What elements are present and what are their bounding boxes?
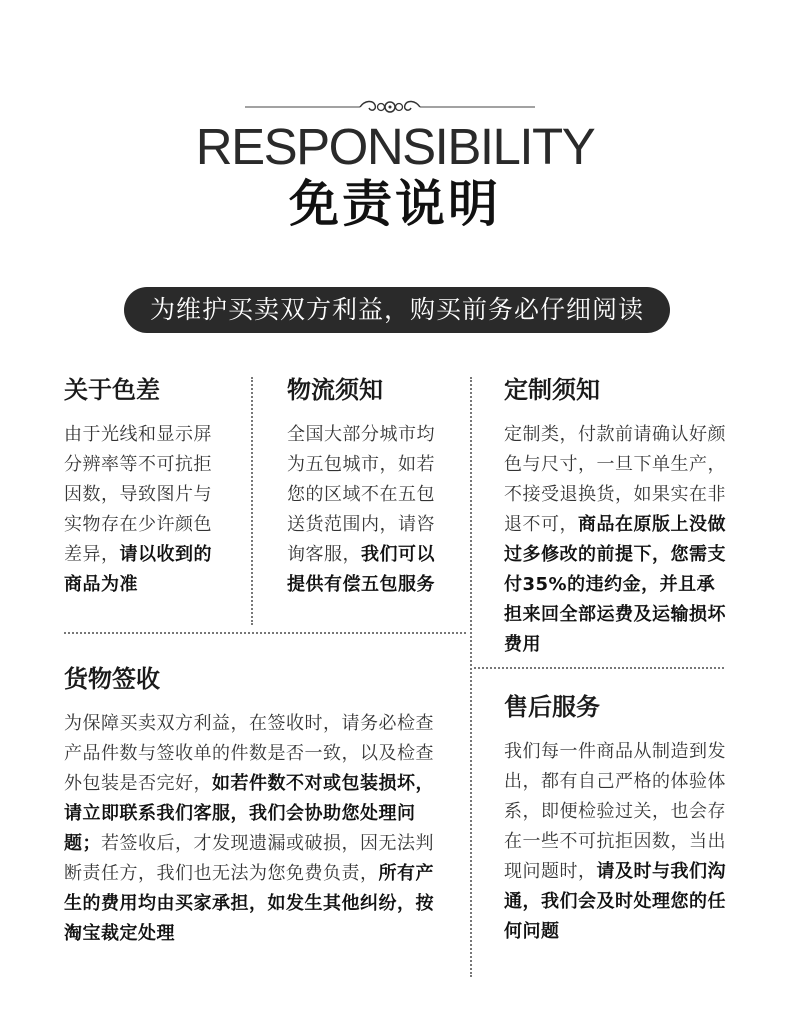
section-goods-receipt [64,663,452,949]
notice-banner: 为维护买卖双方利益，购买前务必仔细阅读 [124,287,670,333]
section-body: 定制类，付款前请确认好颜色与尺寸，一旦下单生产，不接受退换货，如果实在非退不可，商品在原版上没做过多修改的前提下，您需支付35%的违约金，并且承担来回全部运费及运输损坏费用 [504,424,726,655]
title-english: RESPONSIBILITY [195,118,595,175]
section-title: 货物签收 [64,665,160,693]
section-body: 我们每一件商品从制造到发出，都有自己严格的体验体系，即便检验过关，也会存在一些不可抗拒因数，当出现问题时，请及时与我们沟通，我们会及时处理您的任何问题 [504,741,726,942]
section-title: 物流须知 [287,376,383,404]
section-body: 由于光线和显示屏分辨率等不可抗拒因数，导致图片与实物存在少许颜色差异，请以收到的商品为准 [64,424,212,595]
divider-horizontal-right [474,667,724,669]
section-body: 为保障买卖双方利益，在签收时，请务必检查产品件数与签收单的件数是否一致，以及检查外包装是否完好，如若件数不对或包装损坏，请立即联系我们客服，我们会协助您处理问题；若签收后，才发现遗漏或破损，因无法判断责任方，我们也无法为您免费负责，所有产生的费用均由买家承担，如发生其他纠纷，按淘宝裁定处理 [64,713,434,944]
scroll-ornament-icon [245,96,535,118]
section-title: 售后服务 [504,693,600,721]
divider-horizontal-left [64,632,466,634]
section-after-sales [504,691,730,947]
divider-vertical-left [251,377,253,625]
section-custom-order [504,374,730,660]
divider-vertical-right [470,377,472,977]
title-chinese: 免责说明 [289,175,501,233]
section-color-difference [64,374,230,600]
section-logistics [287,374,453,600]
section-title: 关于色差 [64,376,160,404]
section-body: 全国大部分城市均为五包城市，如若您的区域不在五包送货范围内，请咨询客服，我们可以提供有偿五包服务 [287,424,435,595]
section-title: 定制须知 [504,376,600,404]
